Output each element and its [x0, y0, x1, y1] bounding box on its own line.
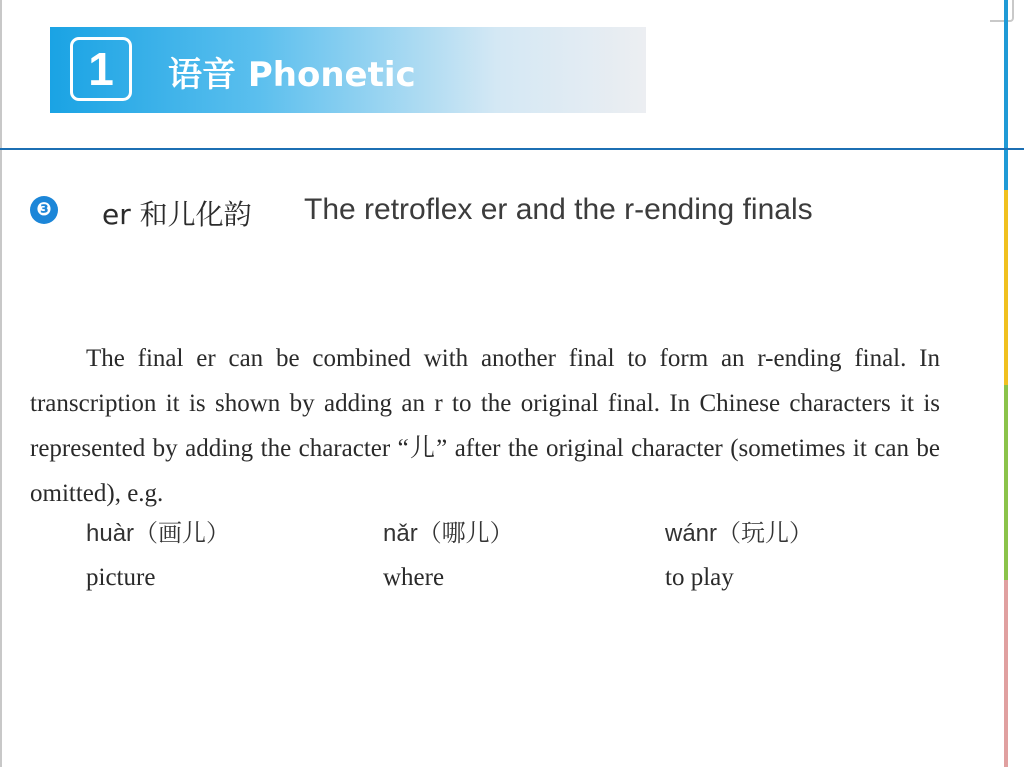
example-meaning: picture	[86, 564, 156, 591]
explanation-paragraph	[30, 336, 940, 516]
example-item	[383, 516, 514, 598]
example-item	[665, 516, 813, 598]
section-title-chinese: er 和儿化韵	[102, 198, 252, 231]
example-pinyin: nǎr（哪儿）	[383, 520, 514, 547]
example-pinyin: huàr（画儿）	[86, 520, 231, 547]
section-title-english: The retroflex er and the r-ending finals	[304, 193, 813, 226]
side-strip-pink	[1004, 580, 1008, 767]
frame-corner	[990, 0, 1014, 22]
left-frame-border	[0, 0, 2, 767]
side-strip-yellow	[1004, 190, 1008, 385]
chapter-number-badge: 1	[70, 37, 132, 101]
page-title: 语音 Phonetic	[168, 55, 416, 95]
side-strip-blue	[1004, 0, 1008, 190]
side-strip-green	[1004, 385, 1008, 580]
title-banner	[50, 27, 646, 113]
example-meaning: to play	[665, 564, 734, 591]
example-meaning: where	[383, 564, 445, 591]
paragraph-text: The final er can be combined with another final to form an r-ending final. In transcription it is shown by adding an r to the original final. In Chinese characters it is represented by adding the character “儿” after the original character (sometimes it can be omitted), e.g.	[30, 345, 940, 507]
example-item	[86, 516, 230, 598]
section-number-badge: ❸	[30, 196, 58, 224]
example-pinyin: wánr（玩儿）	[665, 520, 814, 547]
header-divider	[0, 148, 1024, 150]
